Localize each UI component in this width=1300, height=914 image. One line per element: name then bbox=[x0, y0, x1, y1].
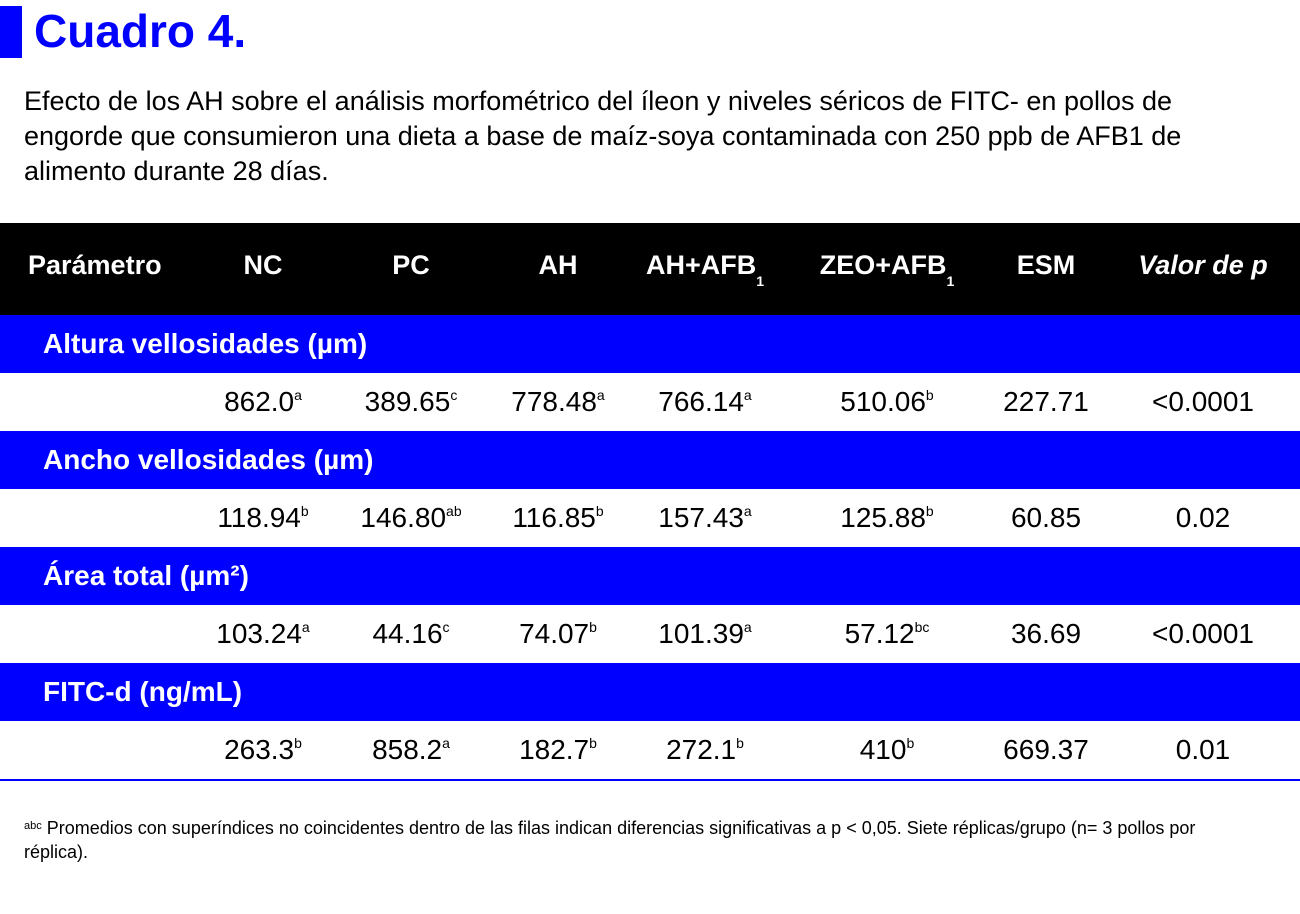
cell-value: 125.88 bbox=[840, 502, 926, 533]
cell-significance-letter: c bbox=[442, 619, 450, 635]
cell-ah-afb bbox=[630, 605, 780, 663]
cell-significance-letter: a bbox=[301, 619, 310, 635]
cell-zeo-afb bbox=[812, 489, 962, 547]
table-bottom-rule bbox=[0, 779, 1300, 781]
cell-value: 157.43 bbox=[658, 502, 744, 533]
cell-pc bbox=[336, 373, 486, 431]
cell-value: 116.85 bbox=[512, 502, 596, 533]
cell-value: 57.12 bbox=[844, 618, 915, 649]
cell-significance-letter: a bbox=[442, 735, 450, 751]
cell-zeo-afb bbox=[812, 373, 962, 431]
footnote bbox=[24, 816, 1224, 864]
cell-value: 44.16 bbox=[372, 618, 443, 649]
cell-nc bbox=[188, 489, 338, 547]
results-table bbox=[0, 223, 1300, 781]
table-row bbox=[0, 605, 1300, 663]
footnote-text: Promedios con superíndices no coincidentes dentro de las filas indican diferencias significativas a p < 0,05. Siete réplicas/grupo (n= 3 pollos por réplica). bbox=[24, 818, 1196, 862]
cell-significance-letter: a bbox=[743, 619, 752, 635]
cell-value: 858.2 bbox=[372, 734, 443, 765]
cell-significance-letter: b bbox=[300, 503, 309, 519]
header-zeo-afb-label: ZEO+AFB bbox=[819, 250, 947, 280]
cell-esm: 227.71 bbox=[1003, 386, 1089, 417]
cell-pc bbox=[336, 721, 486, 779]
cell-significance-letter: b bbox=[595, 503, 604, 519]
table-header-row bbox=[0, 223, 1300, 315]
cell-significance-letter: a bbox=[294, 387, 302, 403]
cell-significance-letter: b bbox=[906, 735, 915, 751]
cell-ah bbox=[483, 373, 633, 431]
section-header-row: Altura vellosidades (µm) bbox=[0, 315, 1300, 373]
header-ah: AH bbox=[538, 250, 578, 280]
cell-significance-letter: bc bbox=[914, 619, 930, 635]
cell-value: 389.65 bbox=[364, 386, 451, 417]
cell-value: 272.1 bbox=[666, 734, 737, 765]
cell-significance-letter: a bbox=[743, 387, 752, 403]
cell-value: 766.14 bbox=[658, 386, 744, 417]
cell-value: 182.7 bbox=[519, 734, 590, 765]
cell-p: 0.02 bbox=[1175, 502, 1231, 533]
cell-value: 263.3 bbox=[224, 734, 295, 765]
cell-value: 74.07 bbox=[519, 618, 590, 649]
cell-value: 778.48 bbox=[511, 386, 597, 417]
cell-zeo-afb bbox=[812, 721, 962, 779]
header-zeo-afb bbox=[802, 223, 972, 315]
header-ah-afb-label: AH+AFB bbox=[645, 250, 757, 280]
footnote-superscript: abc bbox=[24, 820, 42, 832]
header-zeo-afb-subscript: 1 bbox=[946, 273, 955, 289]
cell-value: 410 bbox=[859, 734, 907, 765]
header-esm: ESM bbox=[1016, 250, 1076, 280]
header-ah-afb-subscript: 1 bbox=[756, 273, 765, 289]
cell-esm: 669.37 bbox=[1003, 734, 1089, 765]
table-caption: Efecto de los AH sobre el análisis morfométrico del íleon y niveles séricos de FITC- en pollos de engorde que consumieron una dieta a base de maíz-soya contaminada con 250 ppb de AFB1 de alimento durante 28 días. bbox=[24, 86, 1182, 186]
cell-significance-letter: b bbox=[925, 503, 934, 519]
cell-value: 118.94 bbox=[217, 502, 301, 533]
cell-significance-letter: a bbox=[596, 387, 605, 403]
cell-ah-afb bbox=[630, 721, 780, 779]
cell-p: <0.0001 bbox=[1152, 386, 1254, 417]
section-header-row: Área total (µm²) bbox=[0, 547, 1300, 605]
header-nc: NC bbox=[243, 250, 283, 280]
cell-significance-letter: b bbox=[294, 735, 302, 751]
header-pc: PC bbox=[392, 250, 430, 280]
section-header-row: Ancho vellosidades (µm) bbox=[0, 431, 1300, 489]
page-title: Cuadro 4. bbox=[34, 5, 247, 57]
cell-pc bbox=[336, 489, 486, 547]
cell-value: 862.0 bbox=[224, 386, 295, 417]
cell-significance-letter: b bbox=[589, 735, 597, 751]
cell-nc bbox=[188, 373, 338, 431]
cell-value: 103.24 bbox=[216, 618, 302, 649]
header-ah-afb bbox=[630, 223, 780, 315]
cell-significance-letter: b bbox=[925, 387, 934, 403]
table-row bbox=[0, 373, 1300, 431]
title-accent-bar bbox=[0, 6, 22, 58]
table-body bbox=[0, 315, 1300, 779]
cell-significance-letter: b bbox=[736, 735, 744, 751]
cell-ah bbox=[483, 489, 633, 547]
cell-ah bbox=[483, 721, 633, 779]
cell-ah-afb bbox=[630, 489, 780, 547]
cell-significance-letter: a bbox=[743, 503, 752, 519]
cell-zeo-afb bbox=[812, 605, 962, 663]
section-header-row: FITC-d (ng/mL) bbox=[0, 663, 1300, 721]
table-row bbox=[0, 721, 1300, 779]
cell-ah-afb bbox=[630, 373, 780, 431]
header-valor-p: Valor de p bbox=[1138, 250, 1268, 280]
cell-ah bbox=[483, 605, 633, 663]
cell-p: <0.0001 bbox=[1152, 618, 1254, 649]
cell-nc bbox=[188, 605, 338, 663]
cell-significance-letter: ab bbox=[446, 503, 462, 519]
cell-value: 101.39 bbox=[658, 618, 744, 649]
cell-value: 146.80 bbox=[360, 502, 447, 533]
cell-value: 510.06 bbox=[840, 386, 926, 417]
table-row bbox=[0, 489, 1300, 547]
cell-p: 0.01 bbox=[1175, 734, 1231, 765]
header-parametro: Parámetro bbox=[28, 250, 162, 280]
cell-pc bbox=[336, 605, 486, 663]
cell-significance-letter: b bbox=[589, 619, 597, 635]
cell-nc bbox=[188, 721, 338, 779]
cell-significance-letter: c bbox=[450, 387, 458, 403]
cell-esm: 36.69 bbox=[1010, 618, 1082, 649]
cell-esm: 60.85 bbox=[1010, 502, 1082, 533]
